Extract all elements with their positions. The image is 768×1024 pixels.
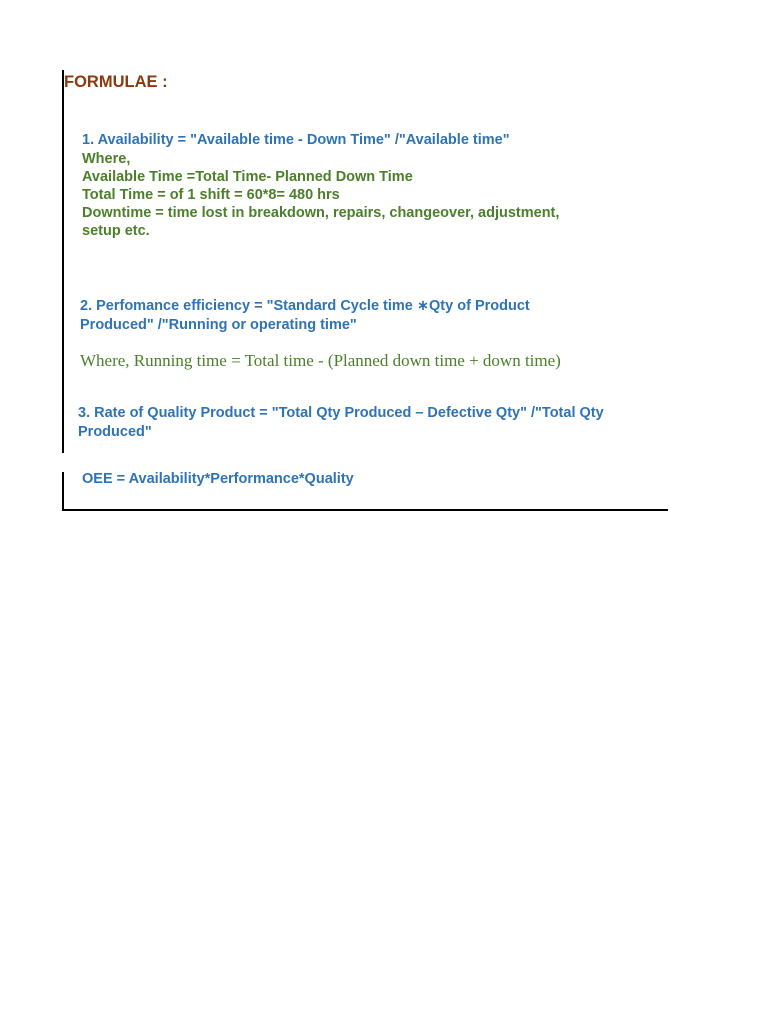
left-border-lower: [62, 472, 64, 511]
total-time-definition: Total Time = of 1 shift = 60*8= 480 hrs: [82, 187, 340, 203]
running-time-definition: Where, Running time = Total time - (Planned down time + down time): [80, 351, 561, 370]
bottom-border: [62, 509, 668, 511]
downtime-definition-continued: setup etc.: [82, 223, 150, 239]
quality-formula-line1: 3. Rate of Quality Product = "Total Qty Produced – Defective Qty" /"Total Qty: [78, 405, 604, 421]
oee-formula: OEE = Availability*Performance*Quality: [82, 471, 354, 487]
availability-where: Where,: [82, 151, 131, 167]
available-time-definition: Available Time =Total Time- Planned Down Time: [82, 169, 413, 185]
availability-formula: 1. Availability = "Available time - Down Time" /"Available time": [82, 132, 510, 148]
performance-formula-line2: Produced" /"Running or operating time": [80, 317, 357, 333]
quality-formula-line2: Produced": [78, 424, 152, 440]
performance-formula-line1: 2. Perfomance efficiency = "Standard Cycle time ∗Qty of Product: [80, 298, 530, 314]
downtime-definition: Downtime = time lost in breakdown, repairs, changeover, adjustment,: [82, 205, 560, 221]
left-border-upper: [62, 70, 64, 453]
formulae-heading: FORMULAE :: [64, 73, 168, 91]
